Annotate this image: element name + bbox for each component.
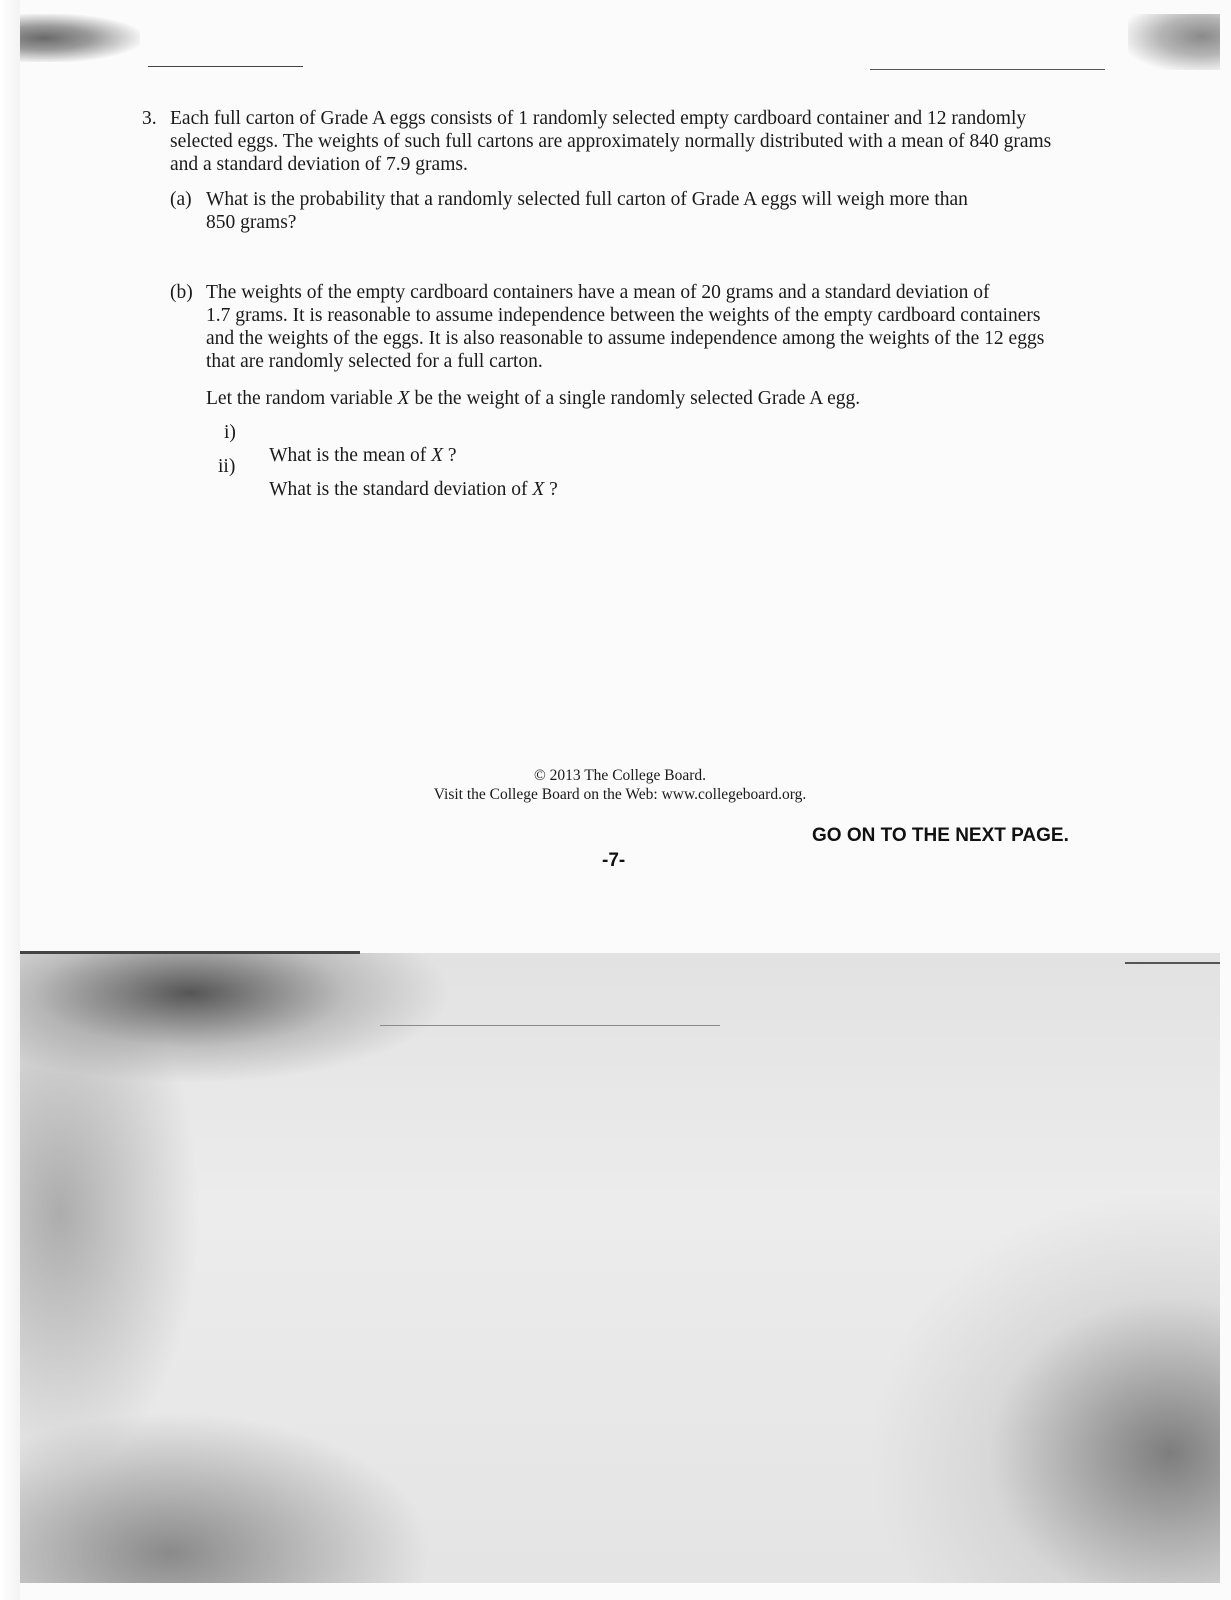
- scan-fold-line: [20, 951, 360, 954]
- header-rule-right: [870, 69, 1105, 70]
- subpart-ii-text: What is the standard deviation of: [269, 479, 533, 500]
- header-rule-left: [148, 66, 303, 67]
- scan-noise-region: [20, 953, 1220, 1583]
- copyright-line: © 2013 The College Board.: [533, 767, 707, 784]
- scan-edge-left: [0, 0, 20, 1600]
- part-b-label: (b): [170, 282, 193, 303]
- part-b-line-1: The weights of the empty cardboard containers have a mean of 20 grams and a standard deviation of: [206, 282, 990, 303]
- scan-faint-line: [380, 1025, 720, 1026]
- subpart-i-end: ?: [442, 445, 457, 466]
- question-number: 3.: [142, 108, 157, 129]
- page-number: -7-: [602, 850, 626, 871]
- let-text-after: be the weight of a single randomly selected Grade A egg.: [409, 388, 861, 409]
- subpart-i: [224, 421, 457, 466]
- part-b-line-2: 1.7 grams. It is reasonable to assume independence between the weights of the empty cardboard containers: [206, 305, 1041, 326]
- subpart-ii-label: ii): [218, 456, 236, 477]
- scan-shadow-top-left: [20, 14, 140, 62]
- part-a-label: (a): [170, 189, 192, 210]
- stem-line-2: selected eggs. The weights of such full cartons are approximately normally distributed with a mean of 840 grams: [170, 131, 1052, 152]
- website-line: Visit the College Board on the Web: www.collegeboard.org.: [433, 786, 807, 803]
- subpart-ii-end: ?: [544, 479, 558, 500]
- part-a-line-1: What is the probability that a randomly selected full carton of Grade A eggs will weigh more than: [206, 189, 968, 210]
- variable-x: X: [397, 388, 410, 409]
- random-variable-definition: [206, 387, 860, 410]
- go-on-next-page: GO ON TO THE NEXT PAGE.: [812, 825, 1069, 846]
- scan-fold-line-right: [1125, 962, 1220, 964]
- let-text-before: Let the random variable: [206, 388, 398, 409]
- stem-line-1: Each full carton of Grade A eggs consists of 1 randomly selected empty cardboard container and 12 randomly: [170, 108, 1027, 129]
- stem-line-3: and a standard deviation of 7.9 grams.: [170, 154, 468, 175]
- subpart-ii-variable: X: [532, 479, 545, 500]
- subpart-i-label: i): [224, 422, 236, 443]
- part-b-line-3: and the weights of the eggs. It is also reasonable to assume independence among the weights of the 12 eggs: [206, 328, 1045, 349]
- part-a-line-2: 850 grams?: [206, 212, 297, 233]
- scan-shadow-top-right: [1128, 14, 1220, 70]
- subpart-i-text: What is the mean of: [269, 445, 432, 466]
- part-b-line-4: that are randomly selected for a full carton.: [206, 351, 543, 372]
- subpart-i-variable: X: [431, 445, 443, 466]
